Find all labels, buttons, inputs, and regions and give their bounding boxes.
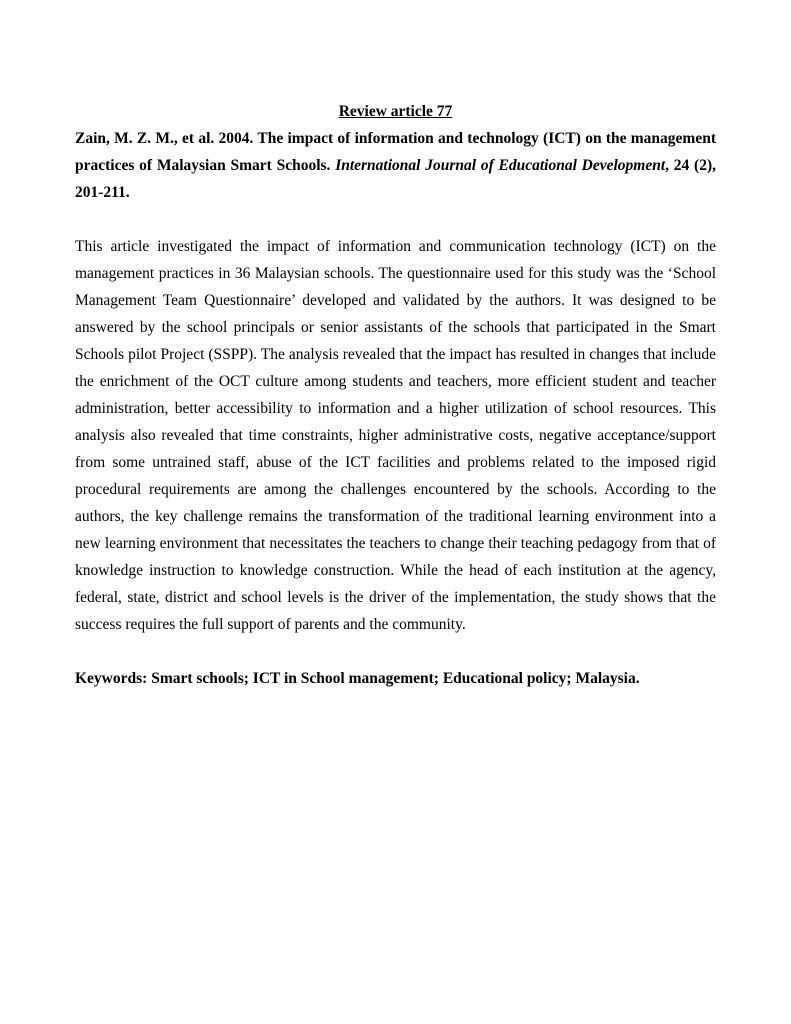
citation-journal: International Journal of Educational Development [335,157,666,174]
abstract-paragraph: This article investigated the impact of information and communication technology (ICT) on the management practices in 36 Malaysian schools. The questionnaire used for this study was the ‘School Management Team Questionnaire’ developed and validated by the authors. It was designed to be answered by the school principals or senior assistants of the schools that participated in the Smart Schools pilot Project (SSPP). The analysis revealed that the impact has resulted in changes that include the enrichment of the OCT culture among students and teachers, more efficient student and teacher administration, better accessibility to information and a higher utilization of school resources. This analysis also revealed that time constraints, higher administrative costs, negative acceptance/support from some untrained staff, abuse of the ICT facilities and problems related to the imposed rigid procedural requirements are among the challenges encountered by the schools. According to the authors, the key challenge remains the transformation of the traditional learning environment into a new learning environment that necessitates the teachers to change their teaching pedagogy from that of knowledge instruction to knowledge construction. While the head of each institution at the agency, federal, state, district and school levels is the driver of the implementation, the study shows that the success requires the full support of parents and the community. [75,238,716,633]
citation [75,125,716,206]
page-title: Review article 77 [338,103,453,120]
document-page [75,98,716,692]
citation-authors-title: Zain, M. Z. M., et al. 2004. The impact of information and technology (ICT) on the management practices of Malaysian Smart Schools. [75,130,716,174]
keywords: Keywords: Smart schools; ICT in School management; Educational policy; Malaysia. [75,670,640,687]
citation-volume-pages: , 24 (2), 201-211. [75,157,717,201]
